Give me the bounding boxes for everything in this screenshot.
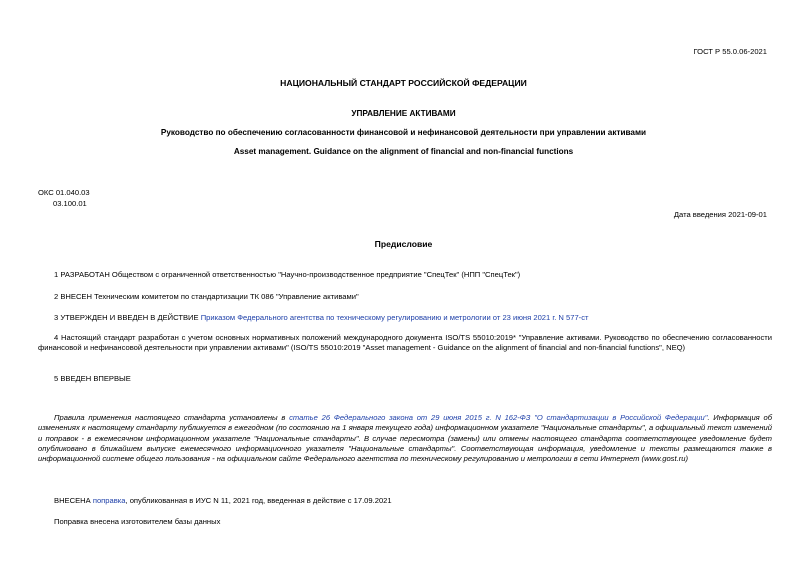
order-link[interactable]: Приказом Федерального агентства по техническому регулированию и метрологии от 23 июня 2021 г. N 577-ст xyxy=(200,313,589,322)
application-rules-paragraph xyxy=(38,413,772,464)
amendment-link[interactable]: поправка xyxy=(92,496,126,505)
foreword-heading: Предисловие xyxy=(374,239,433,249)
foreword-item-5: 5 ВВЕДЕН ВПЕРВЫЕ xyxy=(54,374,131,383)
oks-code-1: ОКС 01.040.03 xyxy=(38,188,90,197)
document-title-english: Asset management. Guidance on the alignment of financial and non-financial functions xyxy=(233,147,574,156)
amendment-rest: , опубликованная в ИУС N 11, 2021 год, введенная в действие с 17.09.2021 xyxy=(125,496,392,505)
amendment-note: Поправка внесена изготовителем базы данных xyxy=(54,517,221,526)
document-title: УПРАВЛЕНИЕ АКТИВАМИ xyxy=(351,109,456,118)
foreword-item-3-text: 3 УТВЕРЖДЕН И ВВЕДЕН В ДЕЙСТВИЕ xyxy=(54,313,201,322)
rules-text-prefix: Правила применения настоящего стандарта установлены в xyxy=(54,413,290,422)
amendment-line xyxy=(38,496,772,506)
foreword-item-2: 2 ВНЕСЕН Техническим комитетом по стандартизации ТК 086 "Управление активами" xyxy=(54,292,359,301)
amendment-prefix: ВНЕСЕНА xyxy=(54,496,93,505)
standard-header: НАЦИОНАЛЬНЫЙ СТАНДАРТ РОССИЙСКОЙ ФЕДЕРАЦИИ xyxy=(280,78,527,88)
foreword-item-1: 1 РАЗРАБОТАН Обществом с ограниченной ответственностью "Научно-производственное предприятие "СпецТек" (НПП "СпецТек") xyxy=(54,270,521,279)
foreword-item-3 xyxy=(38,313,772,323)
introduction-date: Дата введения 2021-09-01 xyxy=(673,210,767,219)
oks-code-2: 03.100.01 xyxy=(53,199,87,208)
federal-law-link[interactable]: статье 26 Федерального закона от 29 июня 2015 г. N 162-ФЗ "О стандартизации в Российской Федерации" xyxy=(289,413,708,422)
rules-text-rest: . Информация об изменениях к настоящему стандарту публикуется в ежегодном (по состоянию на 1 января текущего года) информационном указателе "Национальные стандарты", а официальный текст изменений и поправок - в ежемесячном информационном указателе "Национальные стандарты". В случае пересмотра (замены) или отмены настоящего стандарта соответствующее уведомление будет опубликовано в ближайшем выпуске ежемесячного информационного указателя "Национальные стандарты". Соответствующая информация, уведомление и тексты размещаются также в информационной системе общего пользования - на официальном сайте Федерального агентства по техническому регулированию и метрологии в сети Интернет (www.gost.ru) xyxy=(38,413,772,464)
document-subtitle: Руководство по обеспечению согласованности финансовой и нефинансовой деятельности при управлении активами xyxy=(160,128,647,137)
document-code: ГОСТ Р 55.0.06-2021 xyxy=(693,47,767,56)
foreword-item-4: 4 Настоящий стандарт разработан с учетом основных нормативных положений международного документа ISO/TS 55010:2019* "Управление активами. Руководство по обеспечению согласованности финансовой и нефинансовой деятельности при управлении активами" (ISO/TS 55010:2019 "Asset management - Guidance on the alignment of financial and non-financial functions", NEQ) xyxy=(38,333,772,353)
